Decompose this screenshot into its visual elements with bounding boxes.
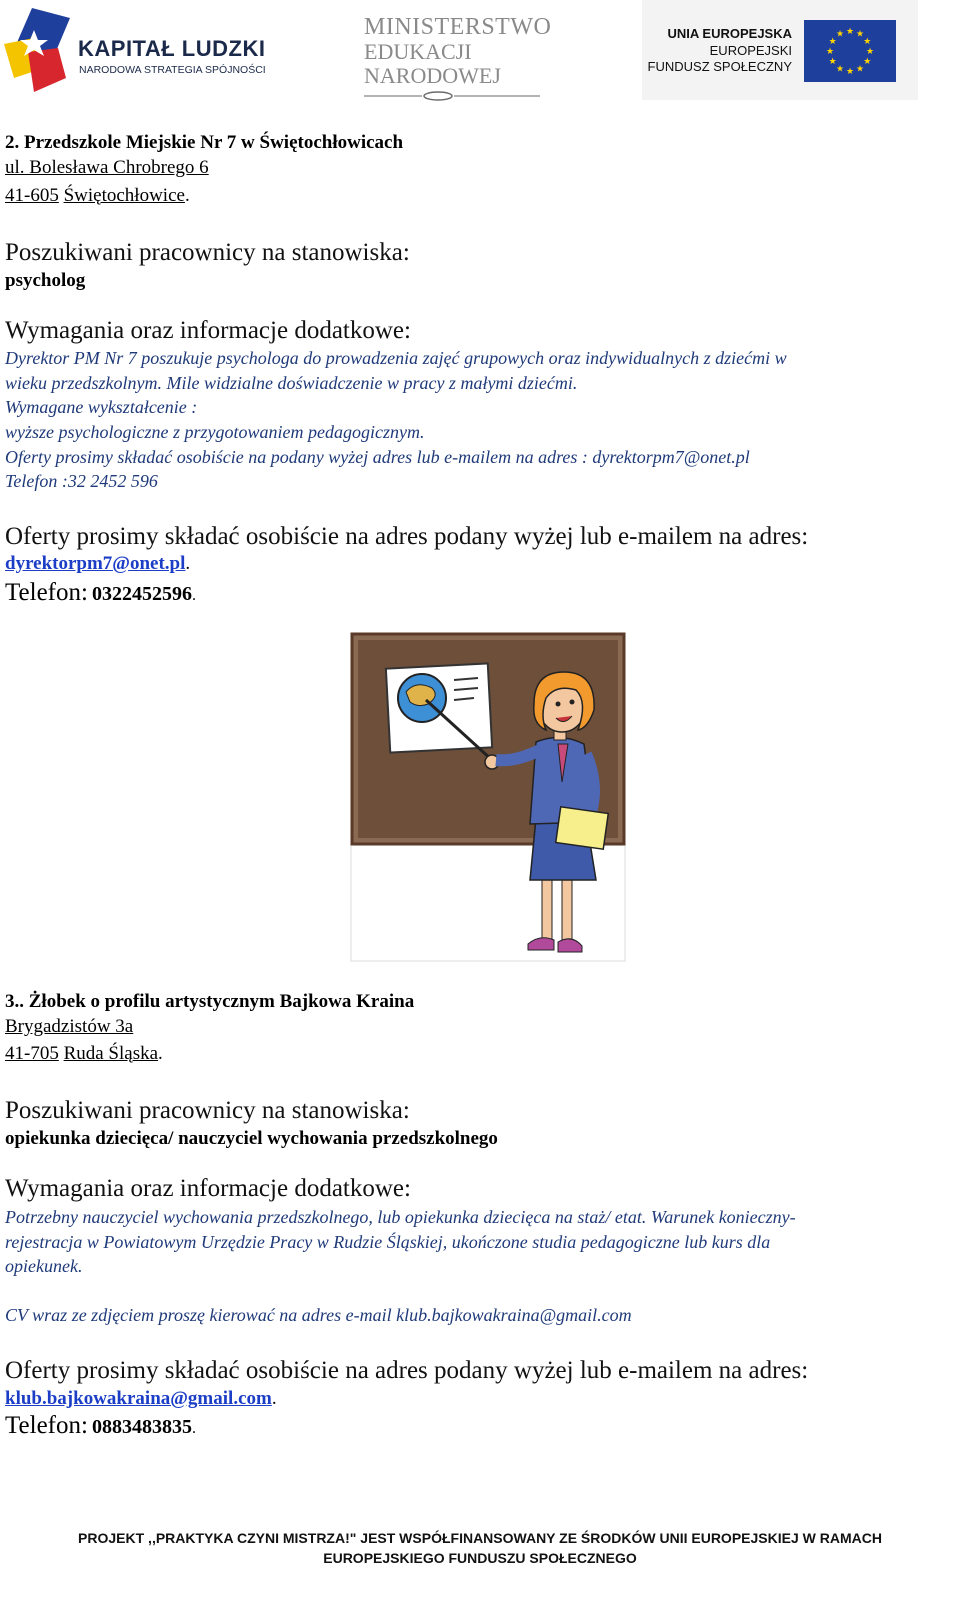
- eu-star-icon: ★: [828, 56, 837, 66]
- men-pen-icon: [364, 90, 544, 102]
- section-3-req-line2: rejestracja w Powiatowym Urzędzie Pracy w Rudzie Śląskiej, ukończone studia pedagogiczne lub kurs dla: [5, 1232, 771, 1252]
- section-3-number: 3.: [5, 991, 20, 1012]
- eu-star-icon: ★: [835, 63, 845, 74]
- eu-star-icon: ★: [855, 63, 865, 74]
- section-2-requirements-heading: Wymagania oraz informacje dodatkowe:: [5, 317, 411, 344]
- kapital-ludzki-title: KAPITAŁ LUDZKI: [78, 36, 266, 61]
- section-2-phone-label: Telefon:: [5, 579, 88, 606]
- section-3-positions-heading: Poszukiwani pracownicy na stanowiska:: [5, 1097, 410, 1124]
- eu-star-icon: ★: [835, 28, 845, 39]
- section-2-email-link[interactable]: dyrektorpm7@onet.pl: [5, 553, 186, 574]
- men-line2: EDUKACJI: [364, 39, 472, 64]
- eu-logo: [642, 0, 918, 100]
- kapital-ludzki-star-icon: [4, 8, 70, 94]
- section-2-req-line4: wyższe psychologiczne z przygotowaniem pedagogicznym.: [5, 422, 425, 442]
- section-3-phone-label: Telefon:: [5, 1412, 88, 1439]
- section-3-phone: 0883483835: [91, 1416, 192, 1438]
- section-3-email-line: klub.bajkowakraina@gmail.com.: [5, 1388, 277, 1409]
- teacher-illustration: [350, 632, 626, 962]
- men-line1: MINISTERSTWO: [364, 14, 552, 40]
- section-3-city: Ruda Śląska: [63, 1043, 159, 1064]
- section-3-title-text: . Żłobek o profilu artystycznym Bajkowa Kraina: [19, 991, 415, 1012]
- section-3-title: [5, 991, 414, 1013]
- section-2-req-line3: Wymagane wykształcenie :: [5, 397, 198, 417]
- eu-star-icon: ★: [863, 56, 872, 66]
- section-2-city: Świętochłowice: [63, 185, 185, 206]
- section-2-offer-text: Oferty prosimy składać osobiście na adres podany wyżej lub e-mailem na adres:: [5, 523, 809, 550]
- eu-star-icon: ★: [855, 28, 865, 39]
- footer-line2: EUROPEJSKIEGO FUNDUSZU SPOŁECZNEGO: [323, 1550, 637, 1566]
- eu-star-icon: ★: [863, 36, 872, 46]
- section-2-street: ul. Bolesława Chrobrego 6: [5, 157, 209, 178]
- footer-line1: PROJEKT ,,PRAKTYKA CZYNI MISTRZA!" JEST WSPÓŁFINANSOWANY ZE ŚRODKÓW UNII EUROPEJSKIEJ W RAMACH: [78, 1530, 882, 1546]
- section-2-title: 2. Przedszkole Miejskie Nr 7 w Świętochłowicach: [5, 132, 404, 153]
- men-logo: [364, 14, 554, 102]
- section-3-offer-text: Oferty prosimy składać osobiście na adres podany wyżej lub e-mailem na adres:: [5, 1357, 809, 1384]
- eu-flag-icon: [804, 20, 896, 82]
- section-3-postcode: 41-705: [5, 1043, 59, 1064]
- section-2-positions-heading: Poszukiwani pracownicy na stanowiska:: [5, 239, 410, 266]
- section-2-email-line: dyrektorpm7@onet.pl.: [5, 553, 191, 574]
- eu-star-icon: ★: [845, 66, 855, 76]
- section-3-req-line1: Potrzebny nauczyciel wychowania przedszkolnego, lub opiekunka dziecięca na staż/ etat. Warunek konieczny-: [5, 1207, 796, 1227]
- section-2-req-line2: wieku przedszkolnym. Mile widzialne doświadczenie w pracy z małymi dziećmi.: [5, 373, 578, 393]
- poster-icon: [386, 663, 492, 752]
- eu-line1: UNIA EUROPEJSKA: [667, 26, 792, 41]
- section-3-phone-line: Telefon: 0883483835.: [5, 1412, 196, 1439]
- section-3-req-line3: opiekunek.: [5, 1256, 83, 1276]
- kapital-ludzki-logo: [4, 8, 294, 96]
- section-2-position: psycholog: [5, 270, 86, 291]
- section-3-cv-line: CV wraz ze zdjęciem proszę kierować na adres e-mail klub.bajkowakraina@gmail.com: [5, 1305, 632, 1325]
- section-3-street: Brygadzistów 3a: [5, 1016, 134, 1037]
- section-3-position: opiekunka dziecięca/ nauczyciel wychowania przedszkolnego: [5, 1128, 498, 1149]
- eu-line2: EUROPEJSKI: [709, 43, 792, 58]
- men-line3: NARODOWEJ: [364, 63, 501, 88]
- eu-star-icon: ★: [865, 46, 875, 56]
- section-2-postcode: 41-605: [5, 185, 59, 206]
- section-2-phone: 0322452596: [91, 583, 192, 605]
- section-2-address: 41-605 Świętochłowice.: [5, 185, 190, 206]
- eu-line3: FUNDUSZ SPOŁECZNY: [647, 59, 792, 74]
- kapital-ludzki-subtitle: NARODOWA STRATEGIA SPÓJNOŚCI: [79, 64, 266, 76]
- section-2-req-line6: Telefon :32 2452 596: [5, 471, 158, 491]
- section-3-email-link[interactable]: klub.bajkowakraina@gmail.com: [5, 1388, 272, 1409]
- eu-star-icon: ★: [825, 46, 835, 56]
- eu-star-icon: ★: [845, 26, 855, 36]
- section-2-req-line1: Dyrektor PM Nr 7 poszukuje psychologa do prowadzenia zajęć grupowych oraz indywidualnych z dziećmi w: [5, 348, 787, 368]
- section-3-requirements-heading: Wymagania oraz informacje dodatkowe:: [5, 1175, 411, 1202]
- section-3-address: 41-705 Ruda Śląska.: [5, 1043, 163, 1064]
- section-2-phone-line: Telefon: 0322452596.: [5, 579, 196, 606]
- section-2-req-line5: Oferty prosimy składać osobiście na podany wyżej adres lub e-mailem na adres : dyrektorpm7@onet.pl: [5, 447, 750, 467]
- eu-star-icon: ★: [828, 36, 837, 46]
